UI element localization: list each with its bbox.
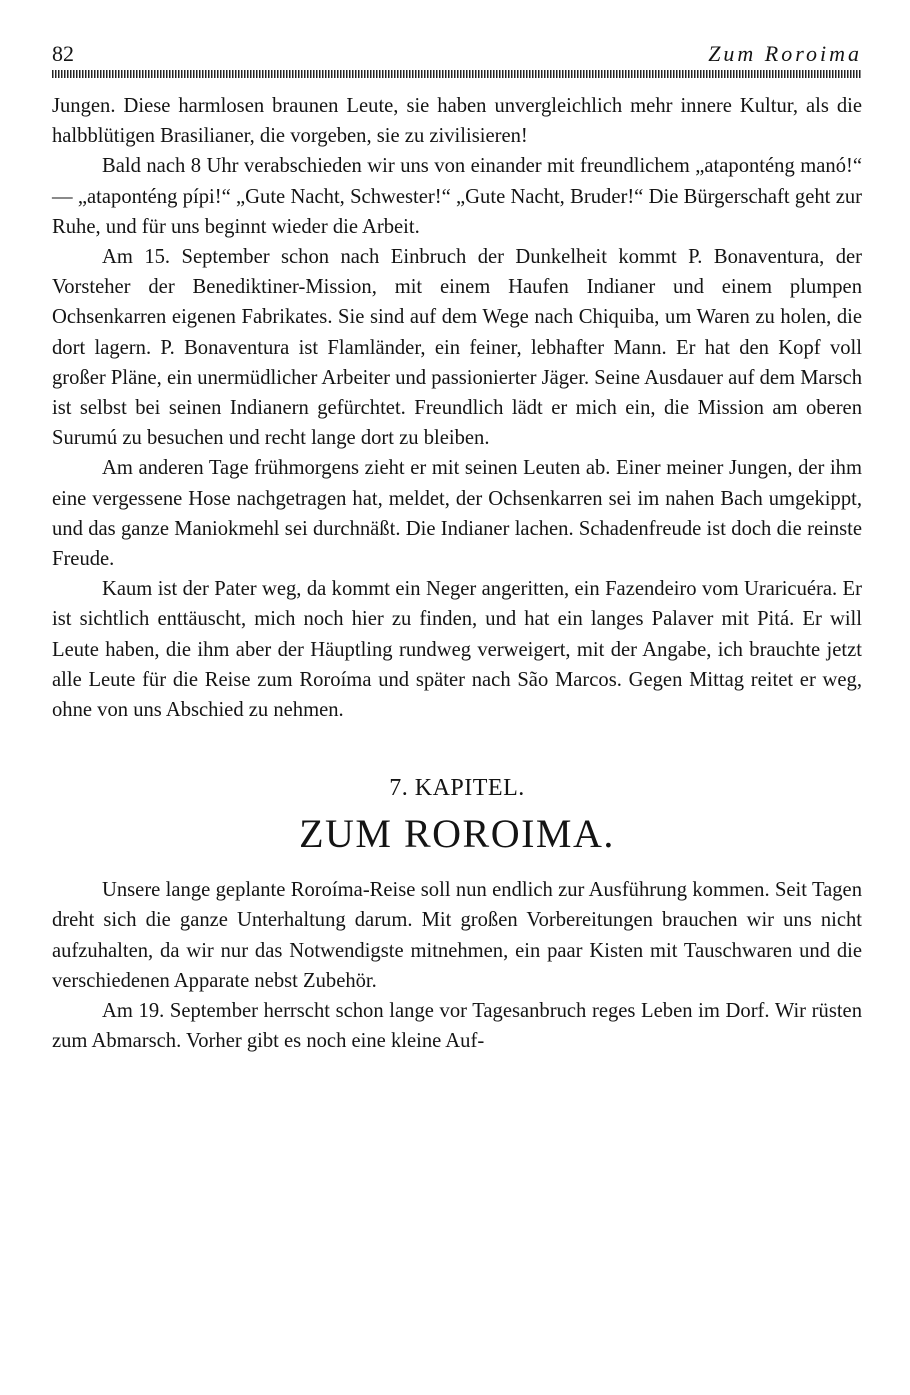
book-page (52, 40, 862, 1056)
paragraph: Am anderen Tage frühmorgens zieht er mit seinen Leuten ab. Einer meiner Jungen, der ihm eine vergessene Hose nachgetragen hat, meldet, der Ochsenkarren sei im nahen Bach umgekippt, und das ganze Maniokmehl sei durchnäßt. Die Indianer lachen. Schadenfreude ist doch die reinste Freude. (52, 457, 862, 571)
page-number: 82 (52, 41, 74, 66)
running-title: Zum Roroima (708, 41, 862, 66)
header-rule (52, 70, 862, 78)
paragraph-continued: Jungen. Diese harmlosen braunen Leute, sie haben unvergleichlich mehr innere Kultur, als die halbblütigen Brasilianer, die vorgeben, sie zu zivilisieren! (52, 95, 862, 148)
chapter-text (52, 875, 862, 1056)
paragraph: Kaum ist der Pater weg, da kommt ein Neger angeritten, ein Fazendeiro vom Uraricuéra. Er ist sichtlich enttäuscht, mich noch hier zu finden, und hat ein langes Palaver mit Pitá. Er will Leute haben, die ihm aber der Häuptling rundweg verweigert, mit der Angabe, ich brauchte jetzt alle Leute für die Reise zum Roroíma und später nach São Marcos. Gegen Mittag reitet er weg, ohne von uns Abschied zu nehmen. (52, 578, 862, 722)
paragraph: Am 15. September schon nach Einbruch der Dunkelheit kommt P. Bonaventura, der Vorsteher der Benediktiner-Mission, mit einem Haufen Indianer und einem plumpen Ochsenkarren eigenen Fabrikates. Sie sind auf dem Wege nach Chiquiba, um Waren zu holen, die dort lagern. P. Bonaventura ist Flamländer, ein feiner, lebhafter Mann. Er hat den Kopf voll großer Pläne, ein unermüdlicher Arbeiter und passionierter Jäger. Seine Ausdauer auf dem Marsch ist selbst bei seinen Indianern gefürchtet. Freundlich lädt er mich ein, die Mission am oberen Surumú zu besuchen und recht lange dort zu bleiben. (52, 246, 862, 450)
chapter-title: ZUM ROROIMA. (299, 811, 615, 857)
paragraph: Am 19. September herrscht schon lange vor Tagesanbruch reges Leben im Dorf. Wir rüsten zum Abmarsch. Vorher gibt es noch eine kleine Auf- (52, 1000, 862, 1053)
chapter-number: 7. KAPITEL. (389, 775, 525, 802)
paragraph: Unsere lange geplante Roroíma-Reise soll nun endlich zur Ausführung kommen. Seit Tagen dreht sich die ganze Unterhaltung darum. Mit großen Vorbereitungen brauchen wir uns nicht aufzuhalten, da wir nur das Notwendigste mitnehmen, ein paar Kisten mit Tauschwaren und die verschiedenen Apparate nebst Zubehör. (52, 879, 862, 992)
page-header (52, 40, 862, 68)
paragraph: Bald nach 8 Uhr verabschieden wir uns von einander mit freundlichem „ataponténg manó!“ — „ataponténg pípi!“ „Gute Nacht, Schwester!“ „Gute Nacht, Bruder!“ Die Bürgerschaft geht zur Ruhe, und für uns beginnt wieder die Arbeit. (52, 155, 862, 238)
main-text (52, 91, 862, 725)
